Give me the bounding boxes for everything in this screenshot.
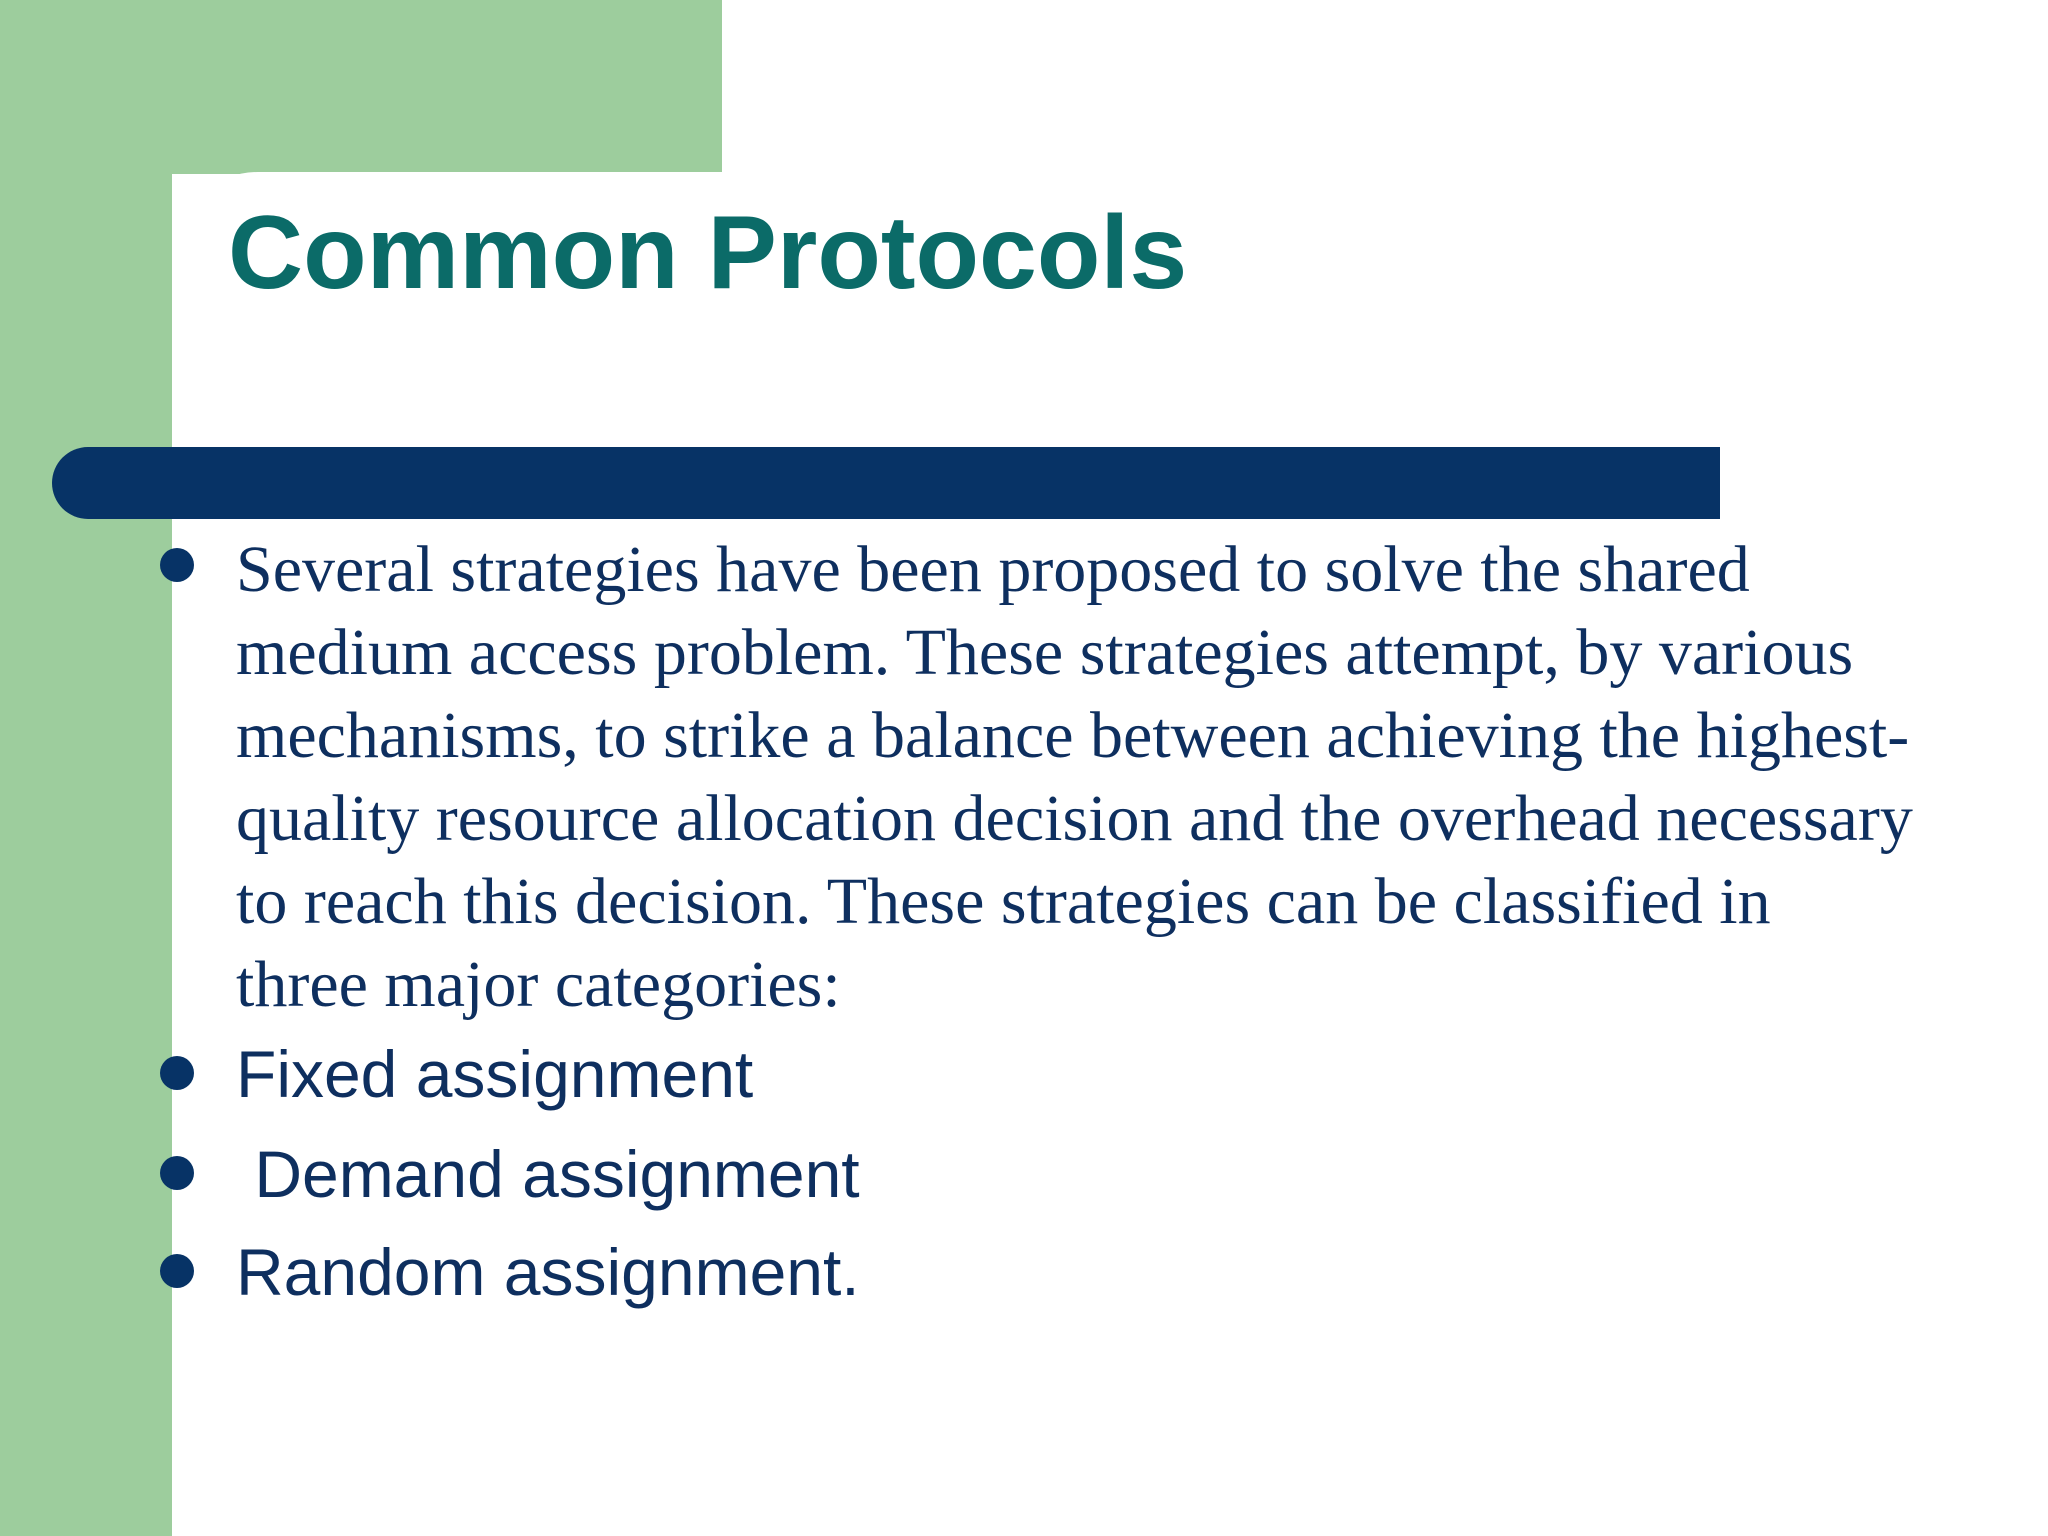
list-item-fixed-assignment: Fixed assignment [236,1037,754,1111]
paragraph-line: mechanisms, to strike a balance between achieving the highest- [236,699,1910,772]
bullet-dot [160,1056,194,1090]
bullet-dot [160,548,194,582]
paragraph-line: quality resource allocation decision and the overhead necessary [236,782,1913,855]
slide-title: Common Protocols [228,195,1188,311]
list-item-random-assignment: Random assignment. [236,1235,860,1309]
title-divider-bar [52,447,1720,519]
paragraph-line: Several strategies have been proposed to solve the shared [236,533,1750,606]
green-accent-left [0,0,172,1536]
bullet-paragraph [236,528,2006,1026]
paragraph-line: three major categories: [236,948,841,1021]
list-item-demand-assignment: Demand assignment [236,1137,860,1211]
bullet-dot [160,1254,194,1288]
paragraph-line: to reach this decision. These strategies can be classified in [236,865,1771,938]
bullet-dot [160,1156,194,1190]
paragraph-line: medium access problem. These strategies attempt, by various [236,616,1854,689]
